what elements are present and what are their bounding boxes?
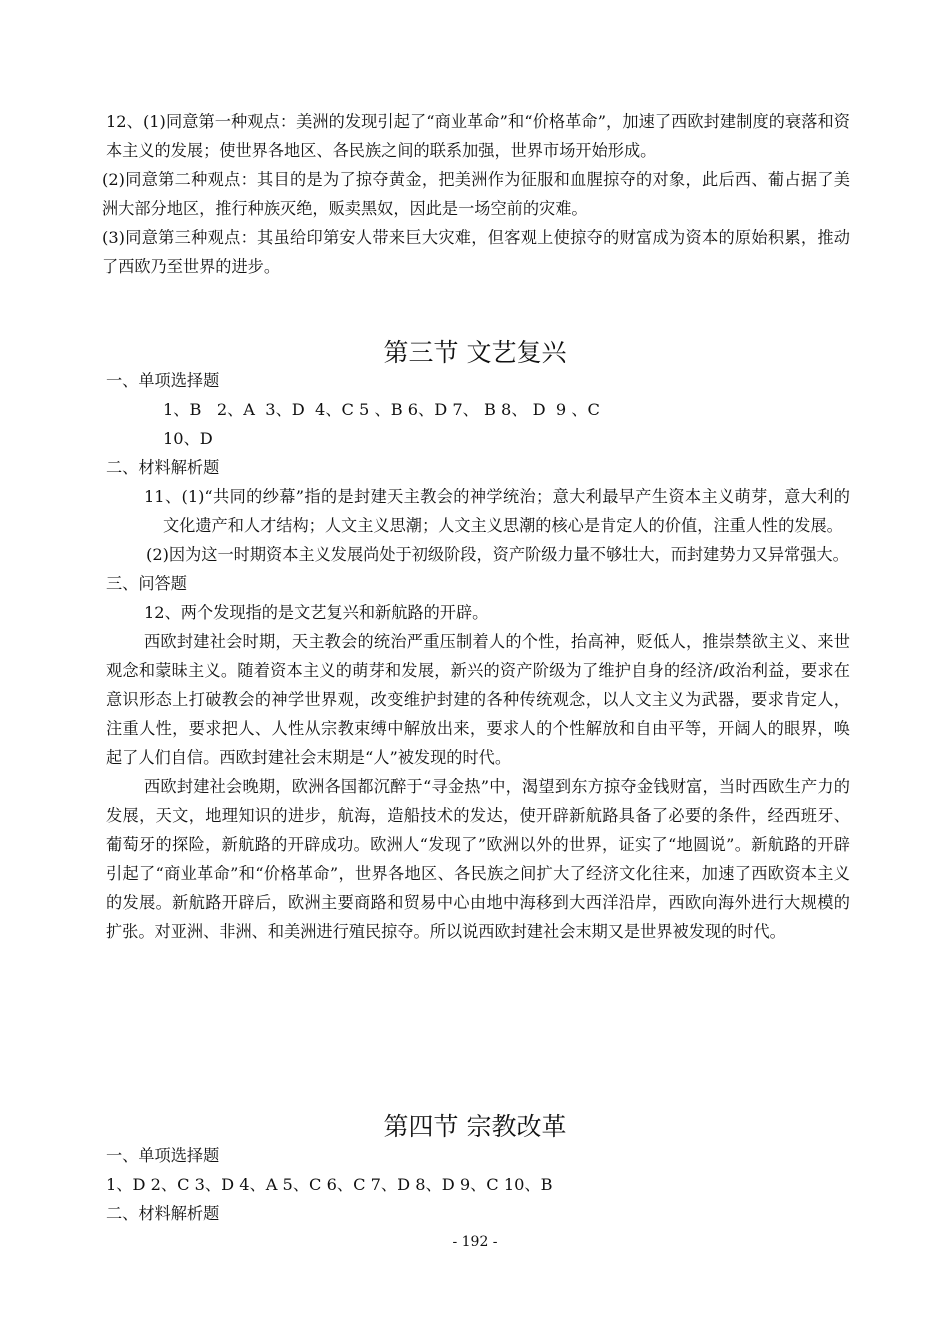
- section4-block: [106, 1141, 850, 1228]
- q12-part1: 12、(1)同意第一种观点：美洲的发现引起了“商业革命”和“价格革命”，加速了西欧封建制度的衰落和资本主义的发展；使世界各地区、各民族之间的联系加强，世界市场开始形成。: [106, 112, 850, 160]
- section4-part2-label: 二、材料解析题: [106, 1204, 220, 1223]
- section4-title: 第四节 宗教改革: [383, 1112, 567, 1141]
- section3-part1-label: 一、单项选择题: [106, 371, 220, 390]
- q12-part3: (3)同意第三种观点：其虽给印第安人带来巨大灾难，但客观上使掠夺的财富成为资本的原始积累，推动了西欧乃至世界的进步。: [102, 228, 850, 276]
- q11-part1-wrap: [106, 482, 850, 540]
- q12-answer-block: [102, 107, 850, 281]
- section4-answers-line: 1、D 2、C 3、D 4、A 5、C 6、C 7、D 8、D 9、C 10、B: [106, 1175, 553, 1194]
- section3-paragraph-1: 西欧封建社会时期，天主教会的统治严重压制着人的个性，抬高神，贬低人，推崇禁欲主义、来世观念和蒙昧主义。随着资本主义的萌芽和发展，新兴的资产阶级为了维护自身的经济/政治利益，要求在意识形态上打破教会的神学世界观，改变维护封建的各种传统观念，以人文主义为武器，要求肯定人，注重人性，要求把人、人性从宗教束缚中解放出来，要求人的个性解放和自由平等，开阔人的眼界，唤起了人们自信。西欧封建社会末期是“人”被发现的时代。: [106, 632, 850, 767]
- section3-part2-label: 二、材料解析题: [106, 458, 220, 477]
- section3-answers-line2: 10、D: [163, 429, 213, 448]
- q11-part2-wrap: [106, 540, 850, 569]
- section4-part1-label: 一、单项选择题: [106, 1146, 220, 1165]
- q11-part1: 11、(1)“共同的纱幕”指的是封建天主教会的神学统治；意大利最早产生资本主义萌芽，意大利的文化遗产和人才结构；人文主义思潮；人文主义思潮的核心是肯定人的价值，注重人性的发展。: [144, 487, 850, 535]
- q12-intro: 12、两个发现指的是文艺复兴和新航路的开辟。: [144, 603, 489, 622]
- section3-paragraph-2: 西欧封建社会晚期，欧洲各国都沉醉于“寻金热”中，渴望到东方掠夺金钱财富，当时西欧生产力的发展，天文，地理知识的进步，航海，造船技术的发达，使开辟新航路具备了必要的条件，经西班牙、葡萄牙的探险，新航路的开辟成功。欧洲人“发现了”欧洲以外的世界，证实了“地圆说”。新航路的开辟引起了“商业革命”和“价格革命”，世界各地区、各民族之间扩大了经济文化往来，加速了西欧资本主义的发展。新航路开辟后，欧洲主要商路和贸易中心由地中海移到大西洋沿岸，西欧向海外进行大规模的扩张。对亚洲、非洲、和美洲进行殖民掠夺。所以说西欧封建社会末期又是世界被发现的时代。: [106, 777, 850, 941]
- page-number: - 192 -: [452, 1234, 498, 1250]
- section3-part3-label: 三、问答题: [106, 574, 187, 593]
- section3-answers-line1: 1、B 2、A 3、D 4、C 5 、B 6、D 7、 B 8、 D 9 、C: [163, 400, 600, 419]
- q12-part2: (2)同意第二种观点：其目的是为了掠夺黄金，把美洲作为征服和血腥掠夺的对象，此后西、葡占据了美洲大部分地区，推行种族灭绝，贩卖黑奴，因此是一场空前的灾难。: [102, 170, 850, 218]
- section3-block: [106, 366, 850, 946]
- q11-part2: (2)因为这一时期资本主义发展尚处于初级阶段，资产阶级力量不够壮大，而封建势力又异常强大。: [146, 545, 849, 564]
- section3-title: 第三节 文艺复兴: [383, 338, 567, 367]
